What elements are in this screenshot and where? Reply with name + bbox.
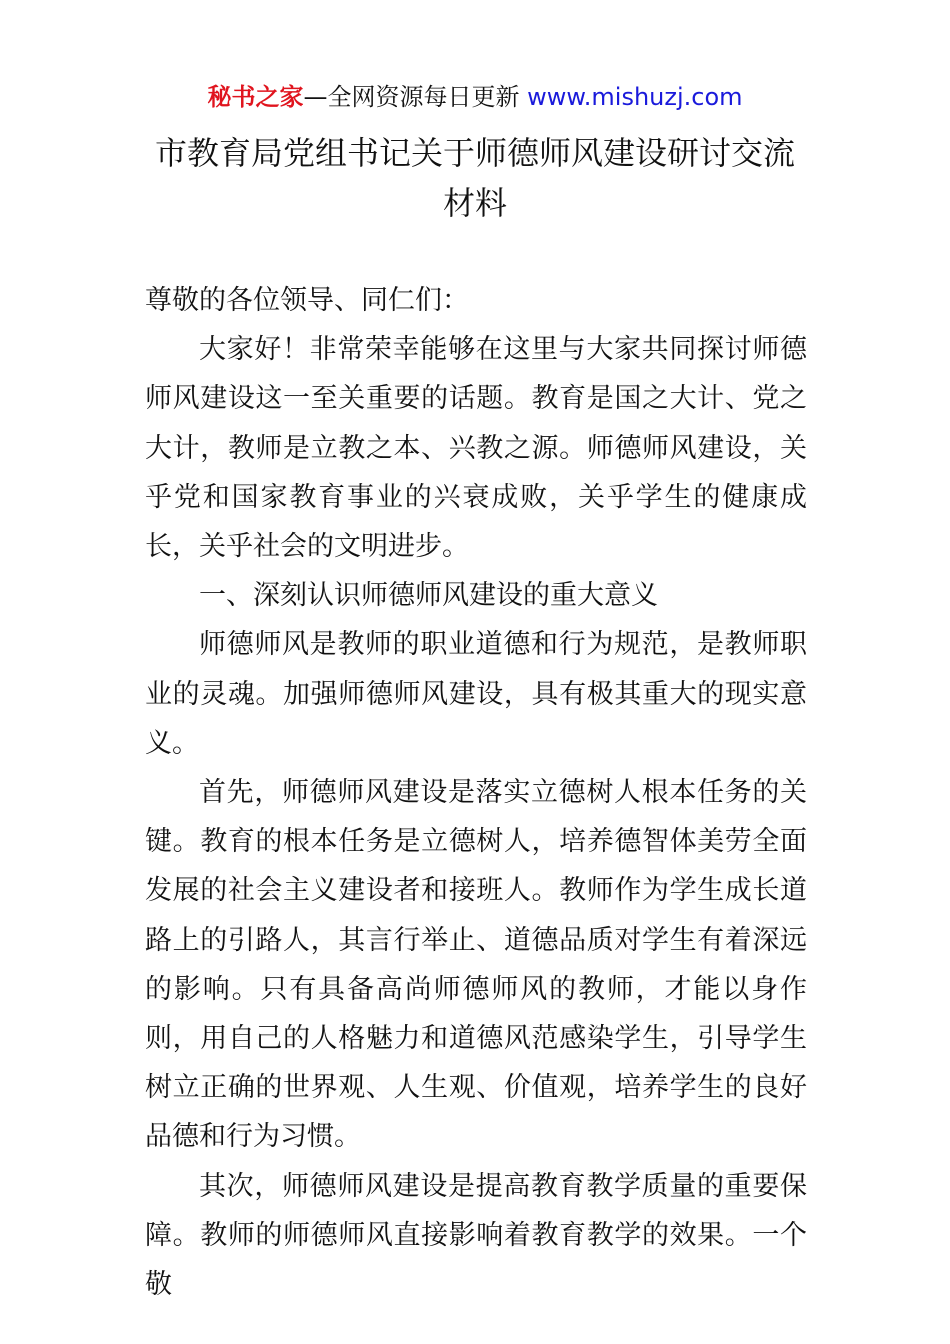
paragraph: 师德师风是教师的职业道德和行为规范，是教师职业的灵魂。加强师德师风建设，具有极其重大的现实意义。 [145, 629, 807, 759]
paragraph: 首先，师德师风建设是落实立德树人根本任务的关键。教育的根本任务是立德树人，培养德智体美劳全面发展的社会主义建设者和接班人。教师作为学生成长道路上的引路人，其言行举止、道德品质对学生有着深远的影响。只有具备高尚师德师风的教师，才能以身作则，用自己的人格魅力和道德风范感染学生，引导学生树立正确的世界观、人生观、价值观，培养学生的良好品德和行为习惯。 [145, 777, 807, 1153]
document-title: 市教育局党组书记关于师德师风建设研讨交流材料 [154, 134, 795, 222]
salutation: 尊敬的各位领导、同仁们： [145, 285, 469, 316]
paragraph-opening: 大家好！非常荣幸能够在这里与大家共同探讨师德师风建设这一至关重要的话题。教育是国之大计、党之大计，教师是立教之本、兴教之源。师德师风建设，关乎党和国家教育事业的兴衰成败，关乎学生的健康成长，关乎社会的文明进步。 [145, 334, 807, 563]
document-body [145, 276, 807, 1309]
site-url-link[interactable]: www.mishuzj.com [527, 83, 743, 111]
paragraph: 其次，师德师风建设是提高教育教学质量的重要保障。教师的师德师风直接影响着教育教学的效果。一个敬 [145, 1170, 807, 1301]
section-heading: 一、深刻认识师德师风建设的重大意义 [199, 580, 658, 612]
site-banner [0, 80, 950, 114]
site-brand: 秘书之家 [207, 83, 304, 111]
site-tagline: —全网资源每日更新 [303, 83, 528, 111]
